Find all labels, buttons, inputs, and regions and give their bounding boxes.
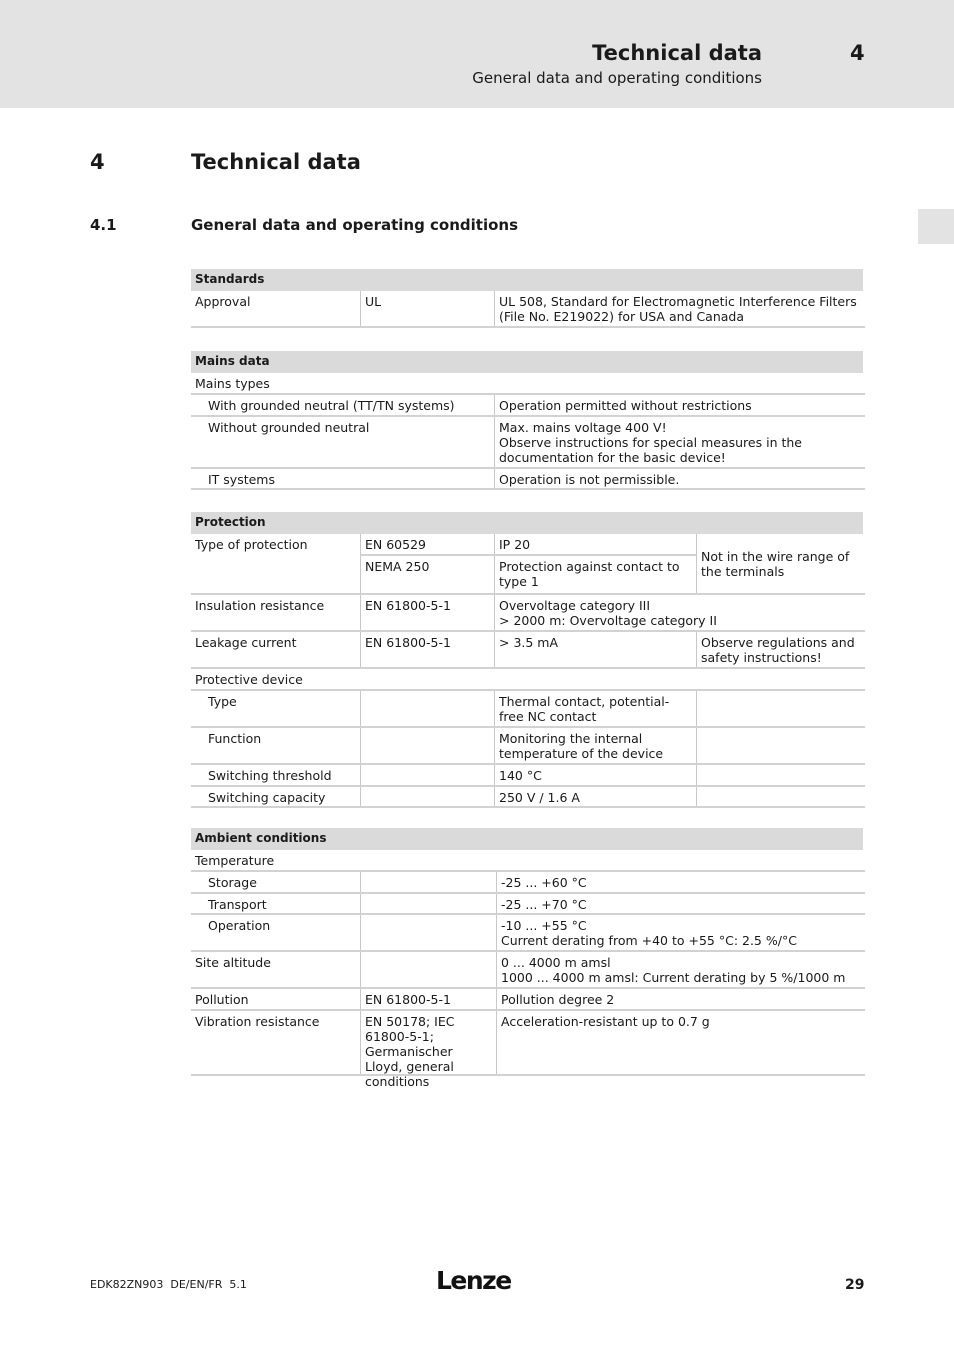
mains-row-value: Operation is not permissible. xyxy=(494,469,865,488)
table-row xyxy=(191,915,865,952)
header-title: Technical data xyxy=(592,41,762,65)
device-row-note xyxy=(696,765,865,785)
type-value-2: Protection against contact to type 1 xyxy=(494,556,696,593)
mains-row-label: With grounded neutral (TT/TN systems) xyxy=(208,398,455,413)
leakage-label: Leakage current xyxy=(195,635,297,650)
lenze-logo-text: Lenze xyxy=(436,1266,511,1294)
protection-table xyxy=(191,512,865,808)
insulation-standard: EN 61800-5-1 xyxy=(360,595,494,630)
type-note: Not in the wire range of the terminals xyxy=(696,534,865,593)
table-row xyxy=(191,872,865,894)
type-of-protection-label: Type of protection xyxy=(195,537,308,552)
temp-row-standard xyxy=(360,872,496,892)
table-row xyxy=(191,291,865,328)
table-row xyxy=(191,894,865,915)
mains-row-label: Without grounded neutral xyxy=(208,420,370,435)
approval-label: Approval xyxy=(195,294,251,309)
device-row-label: Function xyxy=(208,731,262,746)
approval-text: UL 508, Standard for Electromagnetic Interference Filters (File No. E219022) for USA and Canada xyxy=(494,291,865,326)
header-subtitle: General data and operating conditions xyxy=(472,69,762,87)
section-number: 4 xyxy=(90,150,105,174)
device-row-standard xyxy=(360,691,494,726)
altitude-standard xyxy=(360,952,496,987)
table-row xyxy=(191,534,865,595)
table-row xyxy=(191,1011,865,1089)
device-row-label: Switching threshold xyxy=(208,768,332,783)
device-row-label: Switching capacity xyxy=(208,790,326,805)
device-row-note xyxy=(696,787,865,806)
vibration-label: Vibration resistance xyxy=(195,1014,320,1029)
header-chapter-number: 4 xyxy=(850,41,865,65)
vibration-value: Acceleration-resistant up to 0.7 g xyxy=(496,1011,865,1074)
vibration-standard: EN 50178; IEC 61800-5-1; Germanischer Lloyd, general conditions xyxy=(360,1011,496,1074)
mains-row-value: Operation permitted without restrictions xyxy=(494,395,865,415)
device-row-note xyxy=(696,691,865,726)
mains-data-table xyxy=(191,351,865,490)
insulation-value: Overvoltage category III > 2000 m: Overvoltage category II xyxy=(494,595,865,630)
protective-device-label: Protective device xyxy=(195,672,303,687)
page-number: 29 xyxy=(845,1277,865,1293)
type-standard-1: EN 60529 xyxy=(360,534,494,556)
temperature-label: Temperature xyxy=(195,853,275,868)
temp-row-standard xyxy=(360,894,496,913)
table-row xyxy=(191,632,865,669)
device-row-value: 140 °C xyxy=(494,765,696,785)
device-row-value: Monitoring the internal temperature of the device xyxy=(494,728,696,763)
temp-row-label: Transport xyxy=(208,897,267,912)
section-title: Technical data xyxy=(191,150,361,174)
temp-row-value: -25 ... +60 °C xyxy=(496,872,865,892)
type-standard-2: NEMA 250 xyxy=(360,556,494,593)
pollution-value: Pollution degree 2 xyxy=(496,989,865,1009)
table-row xyxy=(191,952,865,989)
standards-heading: Standards xyxy=(191,269,863,291)
device-row-standard xyxy=(360,765,494,785)
mains-row-label: IT systems xyxy=(208,472,275,487)
chapter-side-tab xyxy=(918,209,954,244)
table-row xyxy=(191,469,865,490)
table-row xyxy=(191,989,865,1011)
ambient-heading: Ambient conditions xyxy=(191,828,863,850)
temp-row-value: -25 ... +70 °C xyxy=(496,894,865,913)
leakage-note: Observe regulations and safety instructions! xyxy=(696,632,865,667)
ambient-conditions-table xyxy=(191,828,865,1089)
altitude-value: 0 ... 4000 m amsl 1000 ... 4000 m amsl: Current derating by 5 %/1000 m xyxy=(496,952,865,987)
pollution-label: Pollution xyxy=(195,992,249,1007)
document-id: EDK82ZN903 DE/EN/FR 5.1 xyxy=(90,1278,247,1291)
approval-standard: UL xyxy=(360,291,494,326)
table-row xyxy=(191,395,865,417)
page-header xyxy=(0,0,954,108)
device-row-value: Thermal contact, potential-free NC contact xyxy=(494,691,696,726)
table-row xyxy=(191,417,865,469)
temp-row-label: Storage xyxy=(208,875,257,890)
table-row xyxy=(191,595,865,632)
temp-row-label: Operation xyxy=(208,918,271,933)
table-row xyxy=(191,765,865,787)
insulation-label: Insulation resistance xyxy=(195,598,325,613)
device-row-standard xyxy=(360,728,494,763)
leakage-value: > 3.5 mA xyxy=(494,632,696,667)
subsection-title: General data and operating conditions xyxy=(191,216,519,234)
device-row-standard xyxy=(360,787,494,806)
table-row xyxy=(191,728,865,765)
temp-row-value: -10 ... +55 °C Current derating from +40 to +55 °C: 2.5 %/°C xyxy=(496,915,865,950)
table-row xyxy=(191,787,865,808)
mains-heading: Mains data xyxy=(191,351,863,373)
pollution-standard: EN 61800-5-1 xyxy=(360,989,496,1009)
leakage-standard: EN 61800-5-1 xyxy=(360,632,494,667)
device-row-label: Type xyxy=(208,694,237,709)
table-row xyxy=(191,669,865,691)
type-value-1: IP 20 xyxy=(494,534,696,556)
altitude-label: Site altitude xyxy=(195,955,271,970)
temp-row-standard xyxy=(360,915,496,950)
mains-row-value: Max. mains voltage 400 V! Observe instructions for special measures in the documentation for the basic device! xyxy=(494,417,865,467)
table-row xyxy=(191,691,865,728)
standards-table xyxy=(191,269,865,328)
protection-heading: Protection xyxy=(191,512,863,534)
table-row xyxy=(191,850,865,872)
device-row-value: 250 V / 1.6 A xyxy=(494,787,696,806)
table-row xyxy=(191,373,865,395)
lenze-logo xyxy=(436,1264,516,1294)
device-row-note xyxy=(696,728,865,763)
subsection-number: 4.1 xyxy=(90,216,117,234)
mains-types-label: Mains types xyxy=(195,376,270,391)
